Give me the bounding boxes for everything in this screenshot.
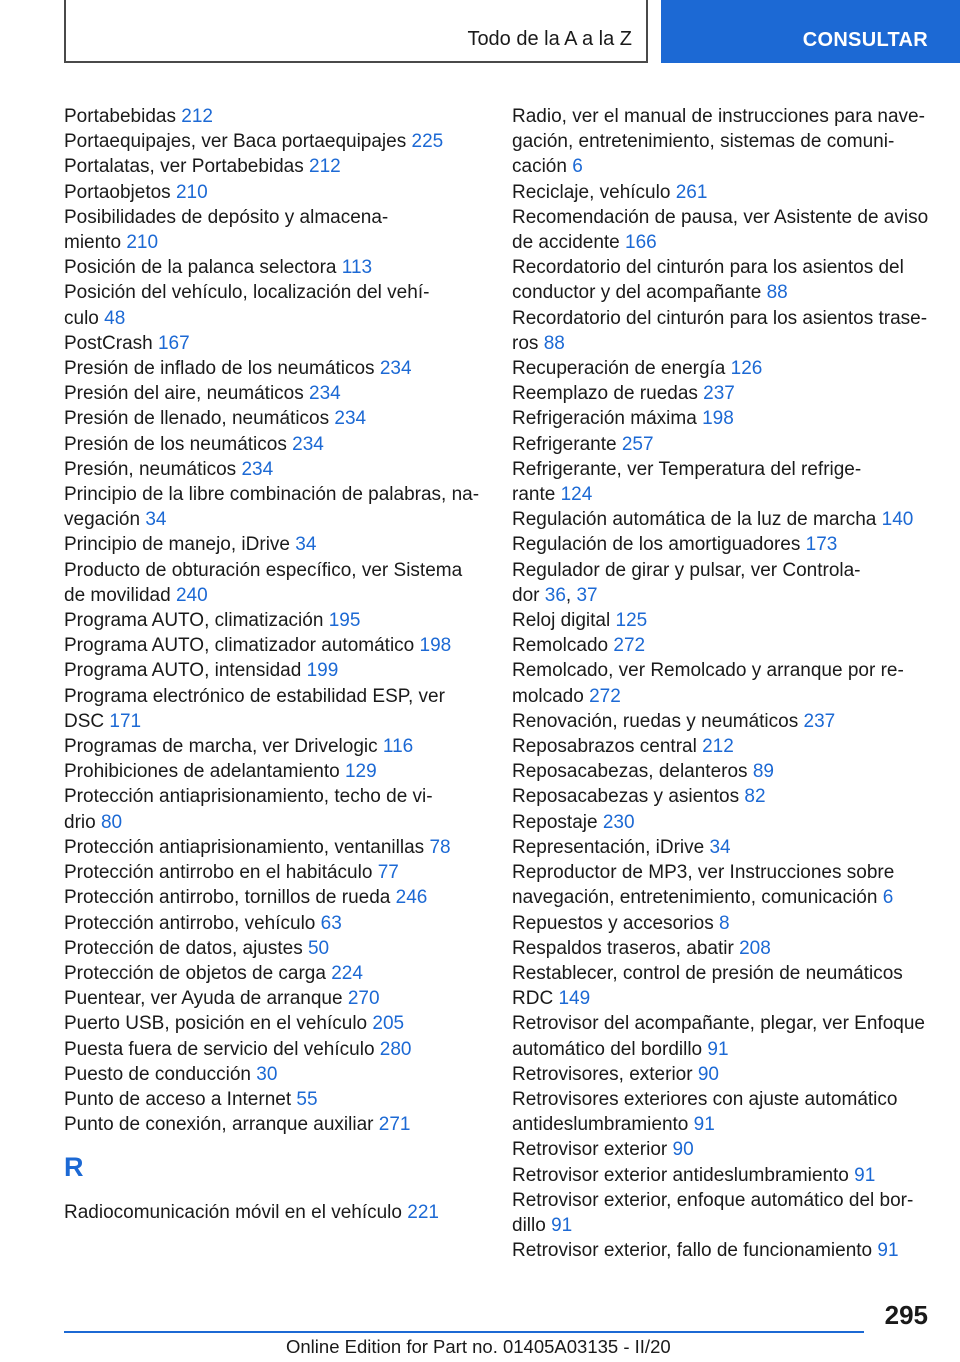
index-entry-text: Posibilidades de depósito y almacena- <box>64 206 389 228</box>
index-entry <box>64 885 484 910</box>
tab-consultar[interactable] <box>661 0 960 63</box>
index-entry-text: PostCrash 167 <box>64 332 190 354</box>
index-entry <box>64 1087 484 1112</box>
page-reference-link[interactable]: 212 <box>309 156 341 178</box>
index-entry-text: Reproductor de MP3, ver Instrucciones sobre <box>512 862 895 884</box>
index-entry <box>64 381 484 406</box>
page-reference-link[interactable]: 198 <box>419 635 452 657</box>
index-entry <box>512 709 942 734</box>
index-entry <box>64 457 484 482</box>
index-entry-text: navegación, entretenimiento, comunicación 6 <box>512 887 894 909</box>
index-entry-text: Reemplazo de ruedas 237 <box>512 383 735 405</box>
index-entry <box>512 180 942 205</box>
page-number: 295 <box>884 1300 928 1330</box>
index-entry-text: Reciclaje, vehículo 261 <box>512 181 708 203</box>
index-entry-text: dillo 91 <box>512 1214 573 1236</box>
index-entry <box>64 860 484 885</box>
index-entry <box>64 1011 484 1036</box>
index-entry <box>64 759 484 784</box>
index-entry <box>64 180 484 205</box>
index-entry-text: Reposacabezas y asientos 82 <box>512 786 766 808</box>
index-entry <box>512 810 942 835</box>
index-entry-text: Radiocomunicación móvil en el vehículo 221 <box>64 1202 439 1224</box>
page-reference-link[interactable]: 90 <box>697 1063 719 1085</box>
page-reference-link[interactable]: 234 <box>379 358 412 380</box>
index-entry-text: Repuestos y accesorios 8 <box>512 912 730 934</box>
index-entry-text: Presión del aire, neumáticos 234 <box>64 383 341 405</box>
index-entry-text: de accidente 166 <box>512 232 657 254</box>
page-reference-link[interactable]: 63 <box>320 912 342 934</box>
index-list-p <box>64 104 484 1137</box>
index-entry-text: Protección antiaprisionamiento, ventanillas 78 <box>64 836 451 858</box>
index-entry <box>64 936 484 961</box>
page-reference-link[interactable]: 210 <box>126 232 159 254</box>
page-reference-link[interactable]: 37 <box>576 584 598 606</box>
index-entry <box>512 1188 942 1238</box>
index-entry-text: Protección de datos, ajustes 50 <box>64 937 330 959</box>
page-reference-link[interactable]: 225 <box>411 131 444 153</box>
index-entry <box>512 406 942 431</box>
index-entry-text: DSC 171 <box>64 710 142 732</box>
index-entry-text: Programa AUTO, intensidad 199 <box>64 660 339 682</box>
page-reference-link[interactable]: 234 <box>241 458 274 480</box>
index-entry-text: Retrovisor exterior 90 <box>512 1139 694 1161</box>
index-entry <box>64 986 484 1011</box>
index-entry <box>512 658 942 708</box>
page-reference-link[interactable]: 116 <box>382 736 414 758</box>
page-reference-link[interactable]: 88 <box>766 282 788 304</box>
page-reference-link[interactable]: 90 <box>672 1139 694 1161</box>
page-reference-link[interactable]: 50 <box>307 937 330 959</box>
index-entry-text: Portalatas, ver Portabebidas 212 <box>64 156 341 178</box>
index-entry-text: Regulador de girar y pulsar, ver Controla- <box>512 559 861 581</box>
page-reference-link[interactable]: 173 <box>805 534 838 556</box>
index-entry <box>512 911 942 936</box>
index-entry-text: Representación, iDrive 34 <box>512 836 731 858</box>
index-entry-text: Puerto USB, posición en el vehículo 205 <box>64 1013 405 1035</box>
page-reference-link[interactable]: 199 <box>306 660 339 682</box>
index-entry <box>512 1087 942 1137</box>
page-reference-link[interactable]: 78 <box>429 836 451 858</box>
index-entry-text: culo 48 <box>64 307 126 329</box>
index-entry-text: miento 210 <box>64 232 159 254</box>
index-entry-text: RDC 149 <box>512 988 591 1010</box>
index-entry <box>64 684 484 734</box>
index-entry-text: antideslumbramiento 91 <box>512 1114 715 1136</box>
index-list-r-left <box>64 1200 484 1225</box>
index-entry <box>64 961 484 986</box>
index-entry <box>64 658 484 683</box>
index-column-left <box>64 104 484 1226</box>
index-entry <box>64 1200 484 1225</box>
index-entry <box>64 331 484 356</box>
index-entry-text: Retrovisores, exterior 90 <box>512 1063 719 1085</box>
index-entry-text: Remolcado 272 <box>512 635 646 657</box>
index-entry <box>512 205 942 255</box>
index-entry <box>64 482 484 532</box>
page-reference-link[interactable]: 271 <box>378 1114 411 1136</box>
page-reference-link[interactable]: 221 <box>407 1202 439 1224</box>
index-entry <box>64 1062 484 1087</box>
index-entry <box>64 835 484 860</box>
page-reference-link[interactable]: 237 <box>703 383 735 405</box>
page-reference-link[interactable]: 234 <box>309 383 341 405</box>
page-reference-link[interactable]: 124 <box>560 484 593 506</box>
footer-divider <box>64 1331 864 1333</box>
index-entry <box>512 608 942 633</box>
index-entry <box>64 154 484 179</box>
index-entry-text: cación 6 <box>512 156 583 178</box>
index-entry-text: Protección antirrobo en el habitáculo 77 <box>64 862 399 884</box>
index-entry-text: Presión, neumáticos 234 <box>64 458 274 480</box>
section-letter-r: R <box>64 1152 84 1183</box>
page-reference-link[interactable]: 91 <box>854 1164 876 1186</box>
page-reference-link[interactable]: 166 <box>625 232 657 254</box>
index-entry-text: Respaldos traseros, abatir 208 <box>512 937 771 959</box>
index-entry <box>512 1163 942 1188</box>
index-entry-text: Portaobjetos 210 <box>64 181 208 203</box>
page-reference-link[interactable]: 212 <box>181 106 213 127</box>
index-entry <box>512 936 942 961</box>
index-entry-text: Protección de objetos de carga 224 <box>64 962 363 984</box>
index-entry <box>64 608 484 633</box>
index-entry <box>64 406 484 431</box>
page-reference-link[interactable]: 272 <box>589 685 621 707</box>
index-entry <box>512 507 942 532</box>
page-reference-link[interactable]: 210 <box>175 181 208 203</box>
index-entry-text: de movilidad 240 <box>64 584 208 606</box>
page-reference-link[interactable]: 89 <box>752 761 774 783</box>
tab-index-a-z[interactable] <box>64 0 648 63</box>
index-entry-text: Programa electrónico de estabilidad ESP, ver <box>64 685 445 707</box>
index-entry-text: Presión de los neumáticos 234 <box>64 433 324 455</box>
index-entry <box>512 532 942 557</box>
page-reference-link[interactable]: 234 <box>334 408 367 430</box>
index-entry-text: Retrovisor del acompañante, plegar, ver Enfoque <box>512 1013 925 1035</box>
index-entry-text: Punto de conexión, arranque auxiliar 271 <box>64 1114 411 1136</box>
index-entry <box>512 356 942 381</box>
page-reference-link[interactable]: 8 <box>719 912 730 934</box>
page-reference-link[interactable]: 140 <box>881 509 914 531</box>
index-entry-text: Prohibiciones de adelantamiento 129 <box>64 761 377 783</box>
page-reference-link[interactable]: 261 <box>675 181 708 203</box>
index-entry <box>512 860 942 910</box>
index-entry <box>64 1112 484 1137</box>
index-entry-text: Puesta fuera de servicio del vehículo 280 <box>64 1038 412 1060</box>
page-reference-link[interactable]: 126 <box>730 358 763 380</box>
index-entry-text: automático del bordillo 91 <box>512 1038 729 1060</box>
index-entry-text: Regulación automática de la luz de marcha 140 <box>512 509 914 531</box>
index-entry-text: Reposacabezas, delanteros 89 <box>512 761 774 783</box>
tab-index-label: Todo de la A a la Z <box>467 28 632 50</box>
page-reference-link[interactable]: 113 <box>341 257 373 279</box>
page-reference-link[interactable]: 91 <box>693 1114 715 1136</box>
index-entry <box>512 306 942 356</box>
page-reference-link[interactable]: 82 <box>744 786 766 808</box>
page-reference-link[interactable]: 270 <box>347 988 380 1010</box>
page-reference-link[interactable]: 230 <box>602 811 635 833</box>
page-reference-link[interactable]: 171 <box>109 710 142 732</box>
page-reference-link[interactable]: 55 <box>296 1088 318 1110</box>
index-entry <box>64 129 484 154</box>
page-reference-link[interactable]: 149 <box>558 988 591 1010</box>
index-entry-text: Puentear, ver Ayuda de arranque 270 <box>64 988 380 1010</box>
index-entry-text: Puesto de conducción 30 <box>64 1063 278 1085</box>
index-entry-text: rante 124 <box>512 484 593 506</box>
index-entry-text: Recordatorio del cinturón para los asientos del <box>512 257 904 279</box>
index-entry-text: Posición del vehículo, localización del vehí- <box>64 282 430 304</box>
index-entry-text: gación, entretenimiento, sistemas de comuni- <box>512 131 895 153</box>
index-entry-text: Regulación de los amortiguadores 173 <box>512 534 838 556</box>
page-reference-link[interactable]: 6 <box>572 156 583 178</box>
index-entry-text: Retrovisores exteriores con ajuste automático <box>512 1088 898 1110</box>
index-entry-text: Refrigeración máxima 198 <box>512 408 734 430</box>
index-entry-text: Retrovisor exterior antideslumbramiento 91 <box>512 1164 876 1186</box>
index-entry-text: Producto de obturación específico, ver Sistema <box>64 559 463 581</box>
index-entry <box>64 734 484 759</box>
index-entry-text: Recomendación de pausa, ver Asistente de aviso <box>512 206 929 228</box>
index-entry <box>64 532 484 557</box>
index-entry <box>64 104 484 129</box>
index-entry-text: Presión de llenado, neumáticos 234 <box>64 408 367 430</box>
index-entry <box>64 356 484 381</box>
page-reference-link[interactable]: 91 <box>707 1038 729 1060</box>
index-entry-text: Retrovisor exterior, fallo de funcionamiento 91 <box>512 1240 899 1262</box>
index-entry <box>512 1062 942 1087</box>
page-reference-link[interactable]: 257 <box>621 433 654 455</box>
page-reference-link[interactable]: 77 <box>377 862 399 884</box>
tab-consultar-label: CONSULTAR <box>802 29 928 51</box>
index-entry-text: Retrovisor exterior, enfoque automático del bor- <box>512 1189 914 1211</box>
index-entry-text: Renovación, ruedas y neumáticos 237 <box>512 710 836 732</box>
index-entry <box>512 759 942 784</box>
page-reference-link[interactable]: 167 <box>157 332 190 354</box>
index-entry-text: ros 88 <box>512 332 565 354</box>
index-entry-text: Protección antiaprisionamiento, techo de vi- <box>64 786 433 808</box>
page-reference-link[interactable]: 272 <box>613 635 646 657</box>
page-reference-link[interactable]: 205 <box>372 1013 405 1035</box>
index-entry-text: Reloj digital 125 <box>512 610 648 632</box>
edition-footer: Online Edition for Part no. 01405A03135 - II/20 <box>286 1336 671 1357</box>
index-entry <box>64 205 484 255</box>
page-reference-link[interactable]: 34 <box>145 509 167 531</box>
index-entry-text: Punto de acceso a Internet 55 <box>64 1088 318 1110</box>
page-reference-link[interactable]: 88 <box>543 332 565 354</box>
index-entry <box>512 633 942 658</box>
index-entry <box>64 633 484 658</box>
page-reference-link[interactable]: 208 <box>739 937 771 959</box>
index-entry <box>512 1238 942 1263</box>
index-entry-text: Posición de la palanca selectora 113 <box>64 257 373 279</box>
index-entry-text: Reposabrazos central 212 <box>512 736 734 758</box>
page-reference-link[interactable]: 6 <box>882 887 894 909</box>
page-reference-link[interactable]: 48 <box>104 307 126 329</box>
index-entry-text: Presión de inflado de los neumáticos 234 <box>64 358 412 380</box>
index-list-r-right <box>512 104 942 1263</box>
index-entry-text: Programa AUTO, climatizador automático 198 <box>64 635 452 657</box>
index-entry-text: conductor y del acompañante 88 <box>512 282 788 304</box>
index-entry <box>512 835 942 860</box>
index-entry-text: drio 80 <box>64 811 123 833</box>
index-entry-text: Portaequipajes, ver Baca portaequipajes 225 <box>64 131 444 153</box>
index-entry-text: Restablecer, control de presión de neumáticos <box>512 962 903 984</box>
page-reference-link[interactable]: 246 <box>395 887 428 909</box>
index-entry <box>512 457 942 507</box>
page-reference-link[interactable]: 91 <box>551 1214 573 1236</box>
index-entry <box>64 1037 484 1062</box>
index-entry-text: Repostaje 230 <box>512 811 635 833</box>
index-entry-text: Programa AUTO, climatización 195 <box>64 610 361 632</box>
index-entry <box>64 255 484 280</box>
index-entry <box>512 1011 942 1061</box>
page-reference-link[interactable]: 240 <box>175 584 208 606</box>
index-entry-text: Recordatorio del cinturón para los asientos trase- <box>512 307 928 329</box>
index-entry <box>512 784 942 809</box>
index-entry <box>512 104 942 180</box>
index-entry-text: molcado 272 <box>512 685 621 707</box>
page-reference-link[interactable]: 280 <box>379 1038 412 1060</box>
page-reference-link[interactable]: 34 <box>295 534 317 556</box>
index-entry <box>64 911 484 936</box>
page-reference-link[interactable]: 129 <box>344 761 377 783</box>
index-entry <box>512 558 942 608</box>
index-entry-text: Protección antirrobo, vehículo 63 <box>64 912 342 934</box>
index-entry <box>512 1137 942 1162</box>
index-entry <box>64 784 484 834</box>
page-reference-link[interactable]: 198 <box>702 408 734 430</box>
page-reference-link[interactable]: 30 <box>256 1063 278 1085</box>
page-reference-link[interactable]: 234 <box>292 433 324 455</box>
page-reference-link[interactable]: 212 <box>702 736 734 758</box>
index-entry <box>512 381 942 406</box>
index-entry <box>512 255 942 305</box>
index-entry-text: Radio, ver el manual de instrucciones para nave- <box>512 106 925 127</box>
page-reference-link[interactable]: 224 <box>331 962 363 984</box>
page-reference-link[interactable]: 195 <box>328 610 361 632</box>
index-entry <box>64 558 484 608</box>
index-entry-text: Recuperación de energía 126 <box>512 358 763 380</box>
index-entry-text: Principio de la libre combinación de palabras, na- <box>64 484 480 506</box>
index-entry-text: dor 36, 37 <box>512 584 598 606</box>
index-entry <box>512 961 942 1011</box>
page-reference-link[interactable]: 34 <box>709 836 731 858</box>
page-reference-link[interactable]: 237 <box>803 710 836 732</box>
index-entry-text: Protección antirrobo, tornillos de rueda 246 <box>64 887 428 909</box>
index-entry-text: Remolcado, ver Remolcado y arranque por re- <box>512 660 904 682</box>
index-entry-text: Principio de manejo, iDrive 34 <box>64 534 317 556</box>
index-entry <box>512 734 942 759</box>
index-entry <box>64 280 484 330</box>
index-entry-text: Refrigerante 257 <box>512 433 654 455</box>
index-entry <box>512 432 942 457</box>
index-column-right <box>512 104 942 1263</box>
page-reference-link[interactable]: 80 <box>100 811 123 833</box>
page-reference-link[interactable]: 91 <box>877 1240 899 1262</box>
index-entry-text: Portabebidas 212 <box>64 106 213 127</box>
page-reference-link[interactable]: 36 <box>544 584 566 606</box>
index-entry-text: Programas de marcha, ver Drivelogic 116 <box>64 736 414 758</box>
page-reference-link[interactable]: 125 <box>615 610 648 632</box>
index-entry-text: Refrigerante, ver Temperatura del refrige- <box>512 458 862 480</box>
index-entry <box>64 432 484 457</box>
index-entry-text: vegación 34 <box>64 509 167 531</box>
